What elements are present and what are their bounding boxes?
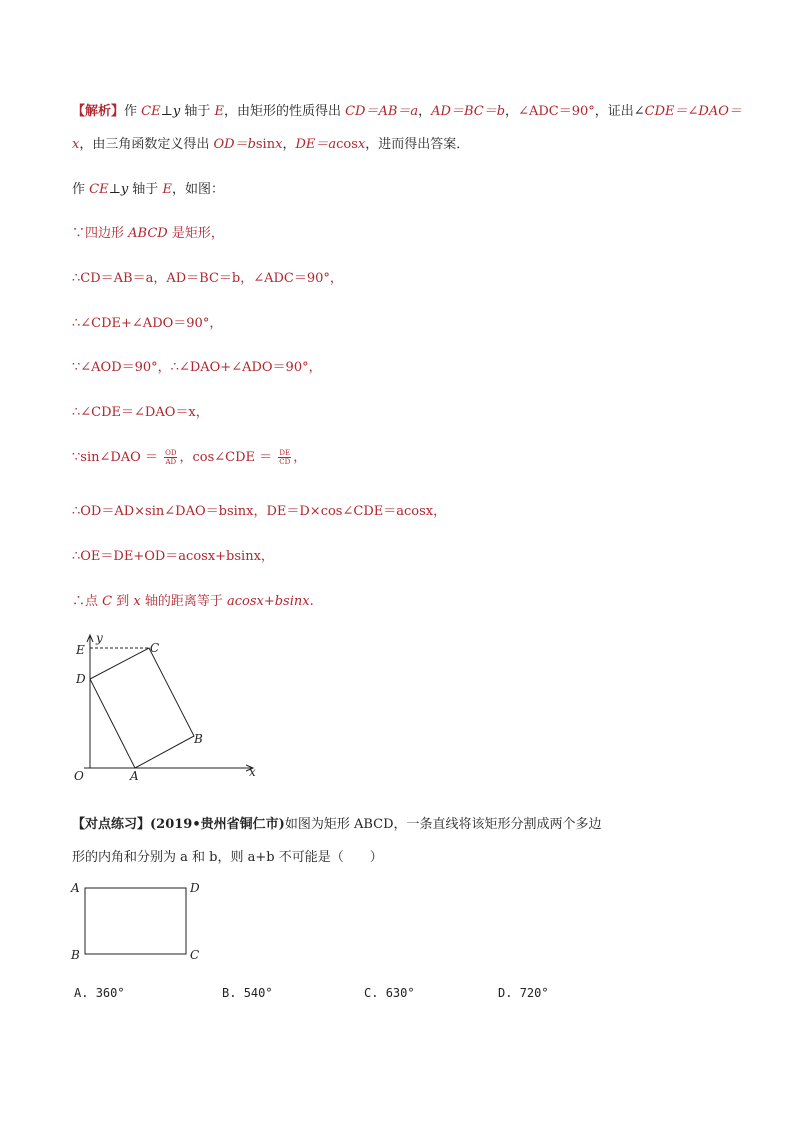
rectangle-abcd [90,648,194,768]
solution-step-8: ∴OE＝DE+OD＝acosx+bsinx， [72,549,274,564]
fraction-od-ad: $\frac{OD}{AD}$ [165,449,177,466]
option-a[interactable]: A. 360° [74,986,125,1000]
solution-step-5: ∴∠CDE＝∠DAO＝x， [72,405,209,420]
solution-step-3: ∴∠CDE+∠ADO＝90°， [72,316,223,331]
label-e: E [76,643,85,657]
solution-step-4: ∵∠AOD＝90°，∴∠DAO+∠ADO＝90°， [72,360,322,375]
solution-step-7: ∴OD＝AD×sin∠DAO＝bsinx，DE＝D×cos∠CDE＝acosx， [72,504,447,519]
label-b: B [194,732,203,746]
label-a: A [71,881,80,895]
figure-rectangle-abcd [66,876,216,966]
practice-line-2: 形的内角和分别为 a 和 b，则 a+b 不可能是（ ） [72,850,383,865]
option-b[interactable]: B. 540° [222,986,273,1000]
solution-intro: 作 CE⊥y 轴于 E，如图： [72,182,224,197]
analysis-label: 【解析】 [72,104,125,119]
fraction-de-cd: $\frac{DE}{CD}$ [279,449,291,466]
practice-source: (2019•贵州省铜仁市) [150,817,285,832]
label-d: D [190,881,200,895]
rectangle [85,888,186,954]
solution-step-2: ∴CD＝AB＝a，AD＝BC＝b，∠ADC＝90°， [72,271,343,286]
label-c: C [190,948,200,962]
label-y: y [96,631,103,645]
label-d: D [76,672,86,686]
analysis-line-2: x，由三角函数定义得出 OD＝bsinx，DE＝acosx，进而得出答案． [72,137,470,152]
practice-label: 【对点练习】 [72,817,151,832]
option-c[interactable]: C. 630° [364,986,415,1000]
label-o: O [74,769,84,783]
label-x: x [249,765,256,779]
analysis-line-1: 【解析】作 CE⊥y 轴于 E，由矩形的性质得出 CD＝AB＝a，AD＝BC＝b，∠ADC＝90°，证出∠CDE＝∠DAO＝ [72,104,742,119]
option-d[interactable]: D. 720° [498,986,549,1000]
label-c: C [150,641,160,655]
solution-step-1: ∵四边形 ABCD 是矩形， [72,226,224,241]
figure-rectangle-axes [70,628,270,788]
solution-step-9: ∴点 C 到 x 轴的距离等于 acosx+bsinx. [72,594,314,609]
solution-step-6: ∵sin∠DAO ＝ $\frac{OD}{AD}$ ，cos∠CDE ＝ $\frac{DE}{CD}$ ， [72,449,307,466]
practice-line-1: 【对点练习】(2019•贵州省铜仁市)如图为矩形 ABCD，一条直线将该矩形分割成两个多边 [72,817,602,832]
label-b: B [71,948,80,962]
label-a: A [130,769,139,783]
